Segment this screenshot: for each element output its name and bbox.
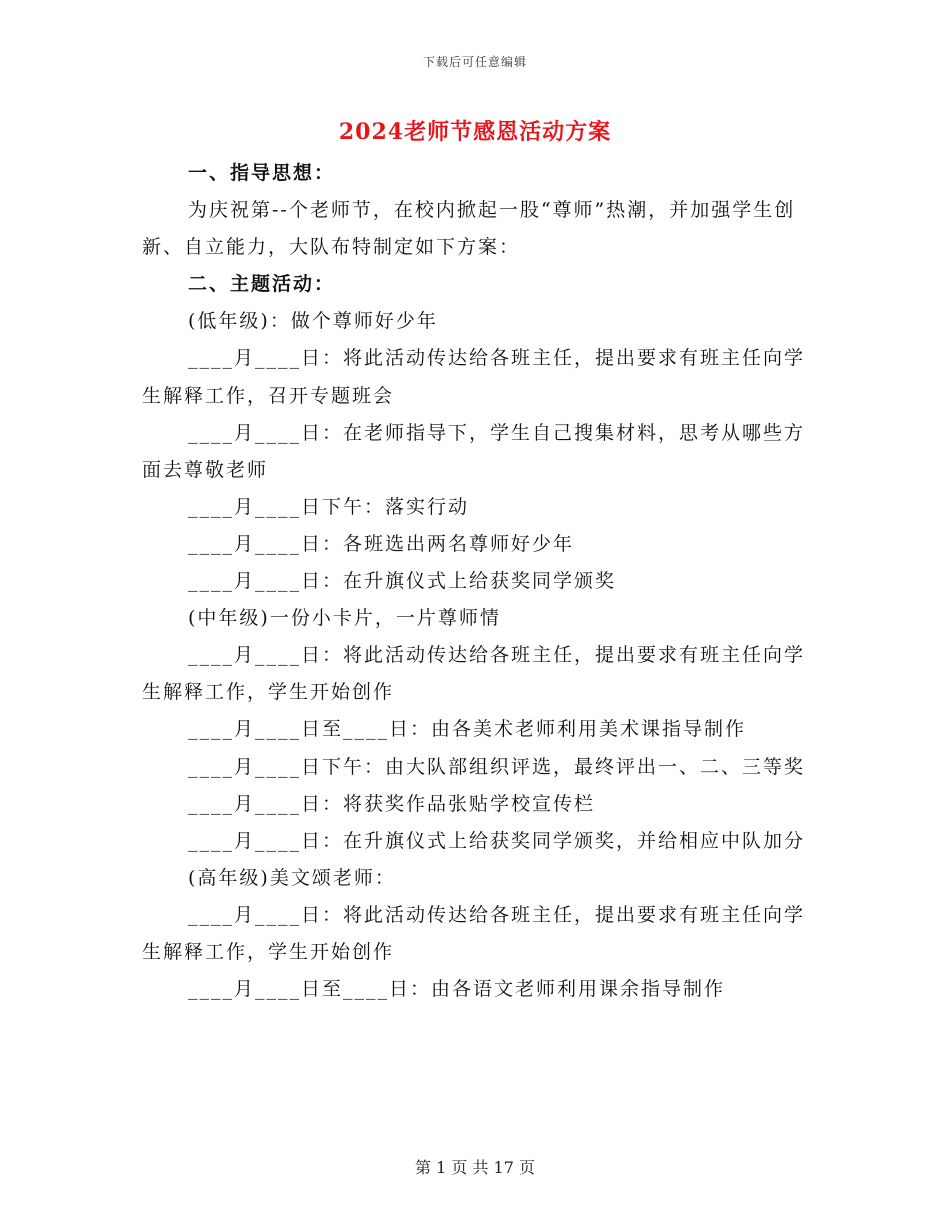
paragraph: ____月____日：将获奖作品张贴学校宣传栏 xyxy=(188,792,596,815)
paragraph: ____月____日：将此活动传达给各班主任，提出要求有班主任向学生解释工作，学生开始创作 xyxy=(142,644,806,704)
paragraph: ____月____日下午：由大队部组织评选，最终评出一、二、三等奖 xyxy=(188,755,806,778)
paragraph: ____月____日：各班选出两名尊师好少年 xyxy=(188,532,575,555)
paragraph: ____月____日：将此活动传达给各班主任，提出要求有班主任向学生解释工作，召开专题班会 xyxy=(142,347,806,407)
paragraph: ____月____日：将此活动传达给各班主任，提出要求有班主任向学生解释工作，学生开始创作 xyxy=(142,903,806,963)
paragraph: ____月____日：在升旗仪式上给获奖同学颁奖 xyxy=(188,570,617,593)
paragraph: (中年级)一份小卡片，一片尊师情 xyxy=(188,607,501,630)
paragraph: ____月____日至____日：由各语文老师利用课余指导制作 xyxy=(188,978,726,1001)
page-number: 第 1 页 共 17 页 xyxy=(415,1158,535,1177)
paragraph: ____月____日：在升旗仪式上给获奖同学颁奖，并给相应中队加分 xyxy=(188,829,806,852)
header-note: 下载后可任意编辑 xyxy=(422,55,527,69)
section-heading: 一、指导思想： xyxy=(188,162,336,184)
paragraph: ____月____日：在老师指导下，学生自己搜集材料，思考从哪些方面去尊敬老师 xyxy=(142,421,806,481)
paragraph: (高年级)美文颂老师： xyxy=(188,866,396,889)
paragraph: (低年级)：做个尊师好少年 xyxy=(188,310,438,333)
paragraph: ____月____日至____日：由各美术老师利用美术课指导制作 xyxy=(188,718,747,741)
section-heading: 二、主题活动： xyxy=(188,273,336,296)
document-body xyxy=(142,155,810,1008)
paragraph: 为庆祝第--个老师节，在校内掀起一股“尊师”热潮，并加强学生创新、自立能力，大队布特制定如下方案： xyxy=(142,199,796,259)
paragraph: ____月____日下午：落实行动 xyxy=(188,495,470,518)
document-title: 2024老师节感恩活动方案 xyxy=(338,119,612,145)
